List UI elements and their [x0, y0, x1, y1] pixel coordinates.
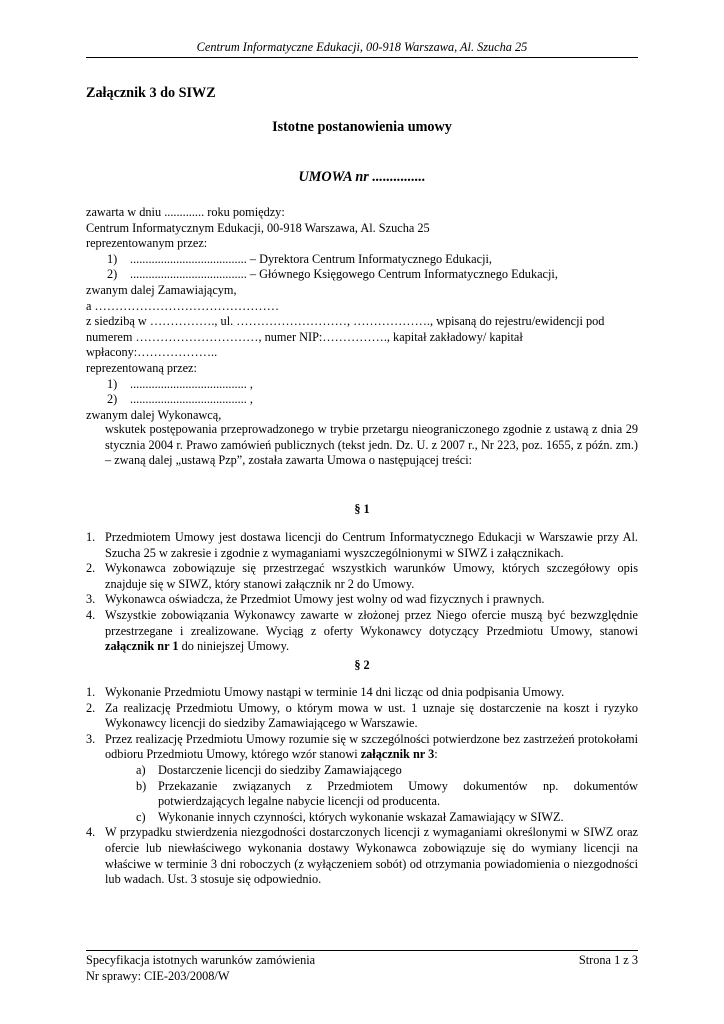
list-item: [86, 530, 638, 561]
representative-number: 1): [107, 251, 118, 266]
parties-line: reprezentowaną przez:: [86, 360, 197, 375]
item-text: Wszystkie zobowiązania Wykonawcy zawarte w złożonej przez Niego ofercie muszą być bezwzględnie przestrzegane i zrealizowane. Wyciąg z oferty Wykonawcy dotyczący Przedmiotu Umowy, stanowi: [105, 607, 638, 638]
sub-list: [105, 763, 638, 825]
list-item: [86, 592, 638, 608]
item-number: 3.: [86, 592, 96, 607]
parties-line: Centrum Informatycznym Edukacji, 00-918 Warszawa, Al. Szucha 25: [86, 220, 430, 235]
list-item: [86, 608, 638, 655]
item-number: 4.: [86, 607, 96, 622]
item-number: 2.: [86, 700, 96, 715]
parties-line: zwanym dalej Zamawiającym,: [86, 282, 237, 297]
attachment-title: Załącznik 3 do SIWZ: [86, 85, 216, 101]
representative-text: ...................................... – Głównego Księgowego Centrum Informatycznego Edukacji,: [130, 267, 558, 282]
representative-item: [86, 377, 638, 393]
list-item: [86, 825, 638, 887]
representative-text: ...................................... ,: [130, 392, 253, 407]
representative-number: 1): [107, 376, 118, 391]
representative-text: ...................................... – Dyrektora Centrum Informatycznego Edukacji,: [130, 251, 492, 266]
section-1-list: [86, 530, 638, 655]
item-bold-reference: załącznik nr 3: [360, 747, 435, 762]
item-number: 1.: [86, 530, 96, 544]
parties-line: zawarta w dniu ............. roku pomiędzy:: [86, 205, 285, 219]
item-text: do niniejszej Umowy.: [178, 639, 290, 654]
parties-line: zwanym dalej Wykonawcą,: [86, 407, 222, 422]
list-item: [86, 732, 638, 826]
sub-item-text: Wykonanie innych czynności, których wykonanie wskazał Zamawiający w SIWZ.: [158, 809, 564, 824]
page-header: Centrum Informatyczne Edukacji, 00-918 Warszawa, Al. Szucha 25: [196, 40, 528, 54]
sub-item-text: Przekazanie związanych z Przedmiotem Umowy dokumentów np. dokumentów potwierdzających legalne nabycie licencji od producenta.: [158, 778, 638, 809]
sub-item-letter: b): [136, 778, 147, 793]
page-number: Strona 1 z 3: [578, 953, 638, 967]
parties-line: reprezentowanym przez:: [86, 236, 208, 251]
item-text: Za realizację Przedmiotu Umowy, o którym mowa w ust. 1 uznaje się dostarczenie na koszt i ryzyko Wykonawcy licencji do siedziby Zamawiającego w Warszawie.: [105, 700, 638, 731]
section-1-heading: § 1: [354, 502, 370, 516]
footer-spec-title: Specyfikacja istotnych warunków zamówienia: [86, 953, 316, 967]
parties-line: wpłacony:………………..: [86, 345, 218, 360]
section-2-list: [86, 685, 638, 888]
item-text: Wykonawca oświadcza, że Przedmiot Umowy jest wolny od wad fizycznych i prawnych.: [105, 592, 545, 607]
representative-number: 2): [107, 267, 118, 282]
item-number: 2.: [86, 561, 96, 576]
representative-text: ...................................... ,: [130, 376, 253, 391]
item-text: Przez realizację Przedmiotu Umowy rozumie się w szczególności potwierdzone bez zastrzeżeń protokołami odbioru Przedmiotu Umowy, którego wzór stanowi: [105, 731, 638, 762]
item-number: 1.: [86, 685, 96, 699]
sub-item-letter: c): [136, 809, 146, 824]
item-text: Wykonanie Przedmiotu Umowy nastąpi w terminie 14 dni licząc od dnia podpisania Umowy.: [105, 685, 565, 699]
item-text: :: [434, 747, 438, 762]
list-item: [86, 685, 638, 701]
item-bold-reference: załącznik nr 1: [105, 639, 179, 654]
sub-list-item: [105, 810, 638, 826]
item-number: 3.: [86, 731, 96, 746]
section-2-heading: § 2: [354, 658, 370, 672]
item-number: 4.: [86, 825, 96, 840]
footer-case-number: Nr sprawy: CIE-203/2008/W: [86, 968, 230, 983]
item-text: Przedmiotem Umowy jest dostawa licencji do Centrum Informatycznego Edukacji w Warszawie przy Al. Szucha 25 w zakresie i zgodnie z wymaganiami wyszczególnionymi w SIWZ i załącznikach.: [105, 530, 638, 560]
document-subject: Istotne postanowienia umowy: [272, 119, 452, 135]
intro-paragraph: wskutek postępowania przeprowadzonego w trybie przetargu nieograniczonego zgodnie z ustawą z dnia 29 stycznia 2004 r. Prawo zamówień publicznych (tekst jedn. Dz. U. z 2007 r., Nr 223, poz. 1655, z późn. zm.) – zwaną dalej „ustawą Pzp”, została zawarta Umowa o następującej treści:: [105, 422, 638, 468]
sub-item-text: Dostarczenie licencji do siedziby Zamawiającego: [158, 762, 402, 777]
parties-line: a ………………………………………: [86, 298, 279, 313]
parties-line: numerem …………………………, numer NIP:……………., kapitał zakładowy/ kapitał: [86, 329, 523, 344]
representative-number: 2): [107, 392, 118, 407]
sub-list-item: [105, 763, 638, 779]
representative-item: [86, 252, 638, 268]
footer-divider: [86, 950, 638, 951]
contract-title: UMOWA nr ...............: [298, 169, 426, 185]
header-divider: [86, 57, 638, 58]
representative-item: [86, 392, 638, 408]
parties-line: z siedzibą w ……………., ul. ………………………, ………………., wpisaną do rejestru/ewidencji pod: [86, 314, 605, 329]
list-item: [86, 561, 638, 592]
item-text: W przypadku stwierdzenia niezgodności dostarczonych licencji z wymaganiami określonymi w SIWZ oraz ofercie lub niewłaściwego wykonania dostawy Wykonawca zobowiązuje się do wymiany licencji na właściwe w terminie 3 dni roboczych (z wyłączeniem sobót) od otrzymania powiadomienia o niezgodności lub wadach. Ust. 3 stosuje się odpowiednio.: [105, 825, 638, 887]
representative-item: [86, 267, 638, 283]
contract-parties: [86, 205, 638, 423]
sub-list-item: [105, 779, 638, 810]
footer-info: [86, 953, 315, 984]
list-item: [86, 701, 638, 732]
sub-item-letter: a): [136, 762, 146, 777]
item-text: Wykonawca zobowiązuje się przestrzegać wszystkich warunków Umowy, których szczegółowy opis znajduje się w SIWZ, który stanowi załącznik nr 2 do Umowy.: [105, 561, 638, 591]
